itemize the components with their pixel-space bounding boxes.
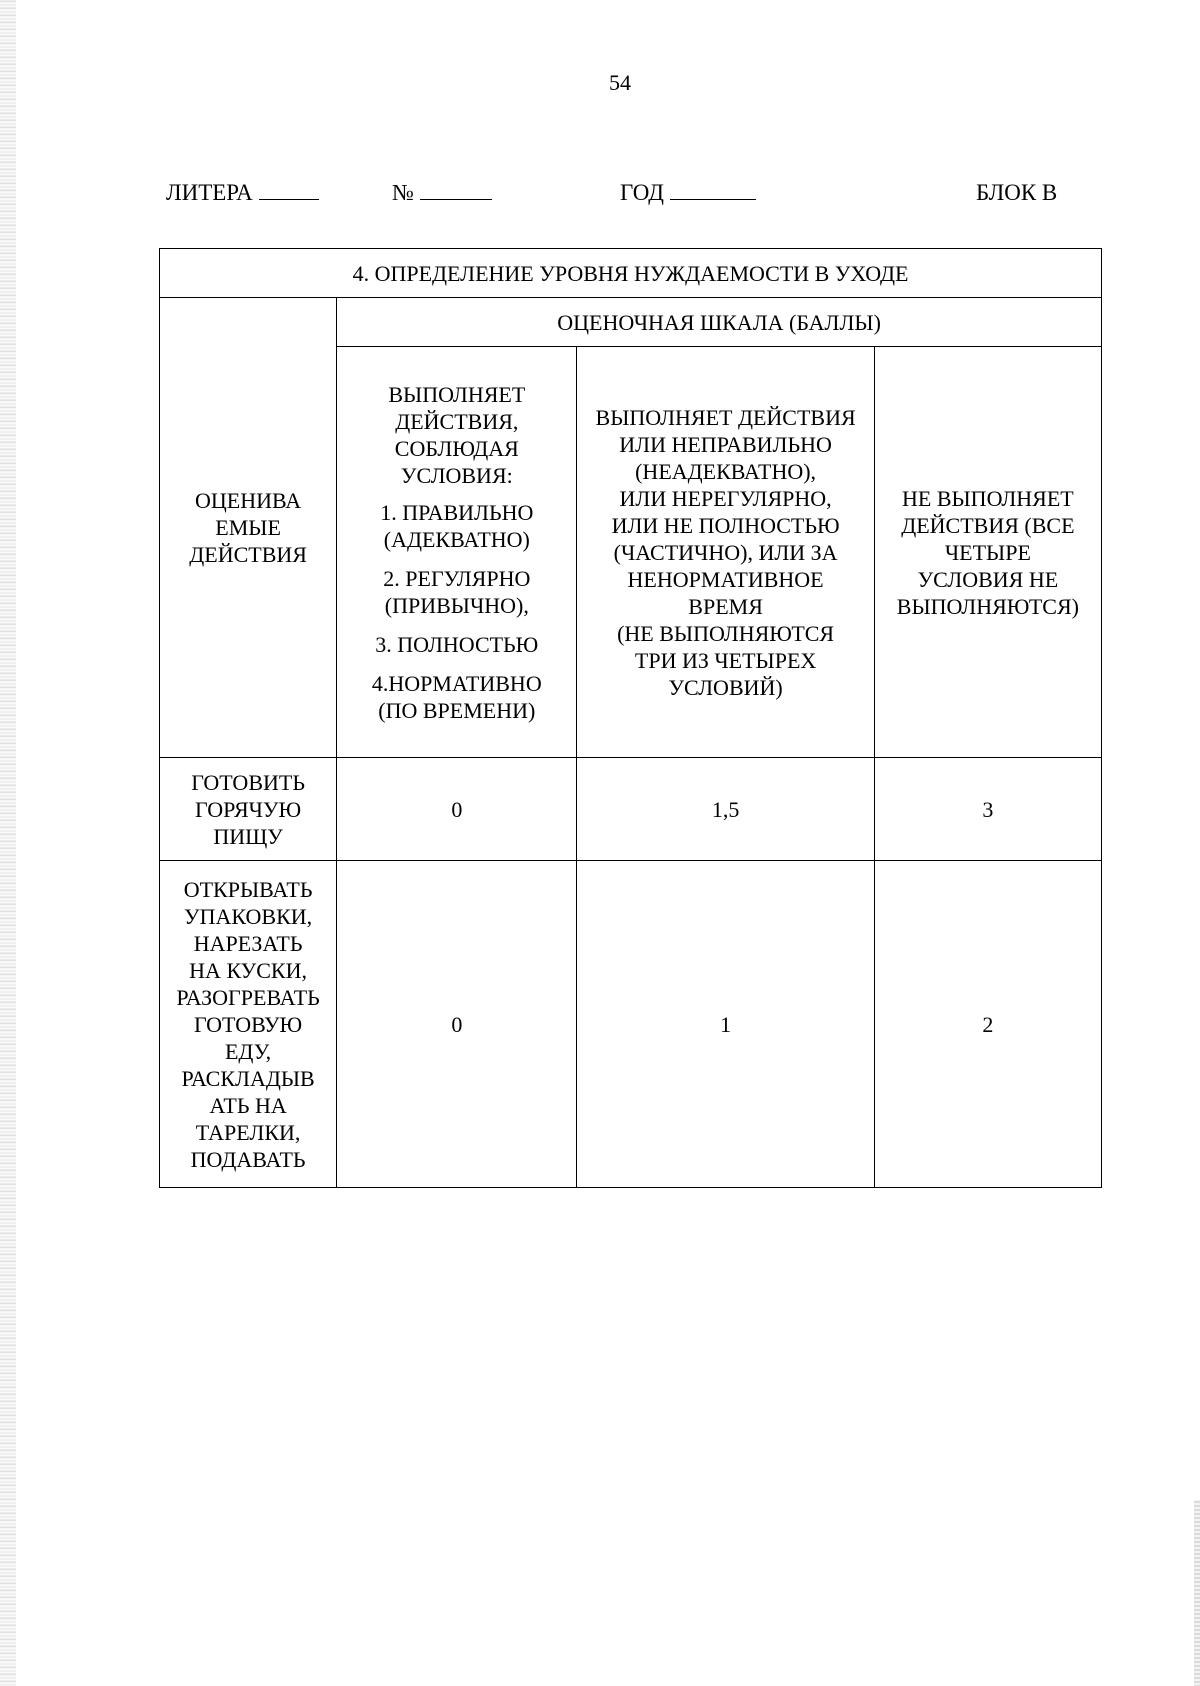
criteria-line: (ПО ВРЕМЕНИ) (378, 697, 536, 723)
scan-right-edge (1194, 1500, 1200, 1686)
criteria-line: ТРИ ИЗ ЧЕТЫРЕХ (634, 647, 817, 673)
criteria-line: ИЛИ НЕРЕГУЛЯРНО, (619, 485, 832, 511)
action-line: ОТКРЫВАТЬ (183, 876, 313, 902)
score-cell: 1,5 (577, 758, 874, 861)
action-line: ПИЩУ (213, 823, 283, 849)
scan-left-edge (0, 0, 16, 1686)
actions-header-line: ЕМЫЕ (215, 515, 281, 540)
action-line: ЕДУ, (224, 1038, 272, 1064)
criteria-line: ВЫПОЛНЯЕТ ДЕЙСТВИЯ (595, 404, 856, 430)
criteria-line: УСЛОВИЯ: (400, 462, 513, 488)
criteria-line: ЧЕТЫРЕ (944, 539, 1031, 565)
criteria-line: ИЛИ НЕ ПОЛНОСТЬЮ (611, 512, 840, 538)
score-cell: 3 (874, 758, 1101, 861)
scale-header: ОЦЕНОЧНАЯ ШКАЛА (БАЛЛЫ) (337, 298, 1102, 347)
criterion-1 (341, 499, 572, 553)
criterion-3 (341, 631, 572, 658)
action-line: УПАКОВКИ, (184, 903, 313, 929)
criterion-2 (341, 565, 572, 619)
action-line: ТАРЕЛКИ, (195, 1119, 301, 1145)
action-line: НАРЕЗАТЬ (193, 930, 303, 956)
criteria-line: 1. ПРАВИЛЬНО (380, 499, 534, 525)
criteria-line: 3. ПОЛНОСТЬЮ (375, 631, 539, 657)
criteria-line: УСЛОВИЙ) (668, 674, 783, 700)
criteria-line: ВЫПОЛНЯЮТСЯ) (896, 593, 1079, 619)
year-label: ГОД (620, 180, 664, 205)
criteria-line: ВЫПОЛНЯЕТ (388, 381, 526, 407)
action-line: ГОТОВИТЬ (191, 769, 305, 795)
litera-blank (259, 181, 319, 200)
action-line: АТЬ НА (209, 1092, 287, 1118)
criteria-line: ДЕЙСТВИЯ, (395, 408, 519, 434)
criterion-4 (341, 670, 572, 724)
table-title-row (160, 249, 1102, 298)
number-blank (420, 181, 492, 200)
action-line: ГОТОВУЮ (194, 1011, 303, 1037)
score-cell: 0 (337, 758, 577, 861)
scale-header-row (160, 298, 1102, 347)
criteria-line: (ПРИВЫЧНО), (384, 592, 529, 618)
criteria-line: (НЕ ВЫПОЛНЯЮТСЯ (617, 620, 835, 646)
criteria-line: НЕ ВЫПОЛНЯЕТ (902, 485, 1074, 511)
table-row (160, 758, 1102, 861)
table-title: 4. ОПРЕДЕЛЕНИЕ УРОВНЯ НУЖДАЕМОСТИ В УХОДЕ (160, 249, 1102, 298)
criteria-line: СОБЛЮДАЯ (394, 435, 519, 461)
assessment-table (159, 248, 1102, 1188)
score-cell: 2 (874, 861, 1101, 1188)
criteria-line: НЕНОРМАТИВНОЕ (627, 566, 824, 592)
criteria-line: (АДЕКВАТНО) (383, 526, 530, 552)
number-field (392, 180, 492, 206)
page-number: 54 (609, 70, 631, 95)
litera-label: ЛИТЕРА (166, 180, 253, 205)
criteria-full (337, 347, 577, 758)
score-cell: 1 (577, 861, 874, 1188)
criteria-line: ИЛИ НЕПРАВИЛЬНО (619, 431, 832, 457)
block-label: БЛОК В (976, 180, 1058, 205)
criteria-line: ДЕЙСТВИЯ (ВСЕ (901, 512, 1075, 538)
number-label: № (392, 180, 414, 205)
criteria-line: ВРЕМЯ (688, 593, 763, 619)
action-line: РАСКЛАДЫВ (181, 1065, 315, 1091)
year-field (620, 180, 756, 206)
actions-header-line: ОЦЕНИВА (195, 488, 302, 513)
criteria-line: 4.НОРМАТИВНО (371, 670, 542, 696)
action-cook-hot-food (160, 758, 337, 861)
criteria-line: (ЧАСТИЧНО), ИЛИ ЗА (613, 539, 838, 565)
actions-header (160, 298, 337, 758)
action-prepare-serve-food (160, 861, 337, 1188)
table-row (160, 861, 1102, 1188)
criteria-line: (НЕАДЕКВАТНО), (635, 458, 817, 484)
criteria-none (874, 347, 1101, 758)
criteria-line: УСЛОВИЯ НЕ (917, 566, 1059, 592)
actions-header-line: ДЕЙСТВИЯ (189, 542, 307, 567)
year-blank (670, 181, 756, 200)
action-line: ПОДАВАТЬ (190, 1146, 306, 1172)
criteria-partial (577, 347, 874, 758)
action-line: РАЗОГРЕВАТЬ (176, 984, 320, 1010)
action-line: ГОРЯЧУЮ (195, 796, 302, 822)
action-line: НА КУСКИ, (189, 957, 307, 983)
criteria-full-intro (341, 381, 572, 489)
criteria-line: 2. РЕГУЛЯРНО (383, 565, 531, 591)
litera-field (166, 180, 319, 206)
score-cell: 0 (337, 861, 577, 1188)
